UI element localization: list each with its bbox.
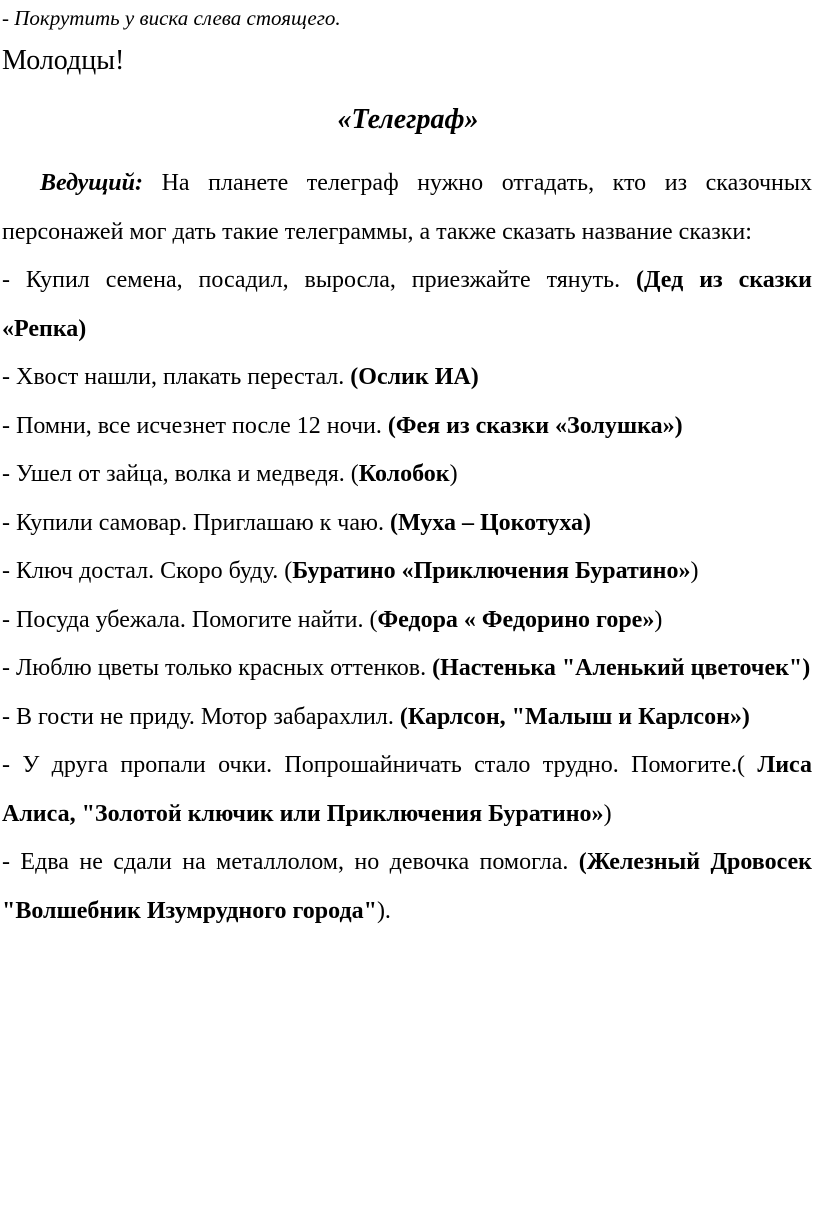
telegram-item [2,838,812,935]
telegram-answer: Буратино «Приключения Буратино» [292,558,691,584]
telegram-answer: Федора « Федорино горе» [377,606,655,633]
telegram-answer: Лиса Алиса, "Золотой ключик или Приключения Буратино» [2,752,812,827]
telegram-list [2,256,812,935]
intro-paragraph [2,159,812,256]
previous-task-line [2,4,341,32]
telegram-item [2,402,812,451]
telegram-item [2,256,812,353]
telegram-open [745,752,757,778]
telegram-open: ( [344,461,359,487]
telegram-text: - Ключ достал. Скоро буду. [2,558,279,584]
telegram-answer: (Дед из сказки «Репка) [2,267,812,342]
intro-lead: Ведущий: [40,170,143,196]
telegram-item [2,450,812,499]
telegram-text: - Купил семена, посадил, выросла, приезжайте тянуть. [2,267,621,293]
dash: - [2,6,9,30]
telegram-answer: (Ослик ИА) [350,364,479,390]
telegram-text: - У друга пропали очки. Попрошайничать стало трудно. Помогите.( [2,752,745,778]
telegram-item [2,644,812,693]
telegram-open [568,849,578,875]
telegram-text: - Ушел от зайца, волка и медведя. [2,461,345,487]
telegram-answer: (Карлсон, "Малыш и Карлсон») [399,703,750,730]
telegram-answer: (Настенька "Аленький цветочек") [432,655,811,681]
telegram-open: ( [278,558,293,584]
telegram-close: ) [603,800,612,827]
telegram-item [2,741,812,838]
document-body [2,159,812,935]
telegram-item [2,353,812,402]
telegram-item [2,547,812,596]
telegram-answer: (Муха – Цокотуха) [389,509,591,536]
telegram-text: - Едва не сдали на металлолом, но девочка помогла. [2,849,569,875]
intro-text: На планете телеграф нужно отгадать, кто из сказочных персонажей мог дать такие телеграммы, а также сказать название сказки: [2,170,813,245]
telegram-text: - Купили самовар. Приглашаю к чаю. [2,509,384,536]
telegram-close: ) [690,558,699,584]
previous-task-text: Покрутить у виска слева стоящего. [14,6,341,30]
telegram-item [2,596,812,645]
section-heading: «Телеграф» [337,104,479,135]
telegram-open: ( [363,606,378,633]
telegram-close: ) [654,606,663,633]
praise-text: Молодцы! [2,45,125,76]
telegram-answer: (Фея из сказки «Золушка») [387,412,683,439]
telegram-item [2,499,812,548]
telegram-open [620,267,636,293]
telegram-text: - Посуда убежала. Помогите найти. [2,606,364,633]
telegram-text: - Помни, все исчезнет после 12 ночи. [2,412,382,439]
telegram-text: - В гости не приду. Мотор забарахлил. [2,703,394,730]
telegram-answer: Колобок [358,461,450,487]
telegram-text: - Хвост нашли, плакать перестал. [2,364,345,390]
telegram-close: ) [449,461,458,487]
telegram-answer: (Железный Дровосек "Волшебник Изумрудного города" [2,849,813,924]
telegram-close: ). [376,897,391,924]
telegram-text: - Люблю цветы только красных оттенков. [2,655,427,681]
telegram-item [2,693,812,742]
